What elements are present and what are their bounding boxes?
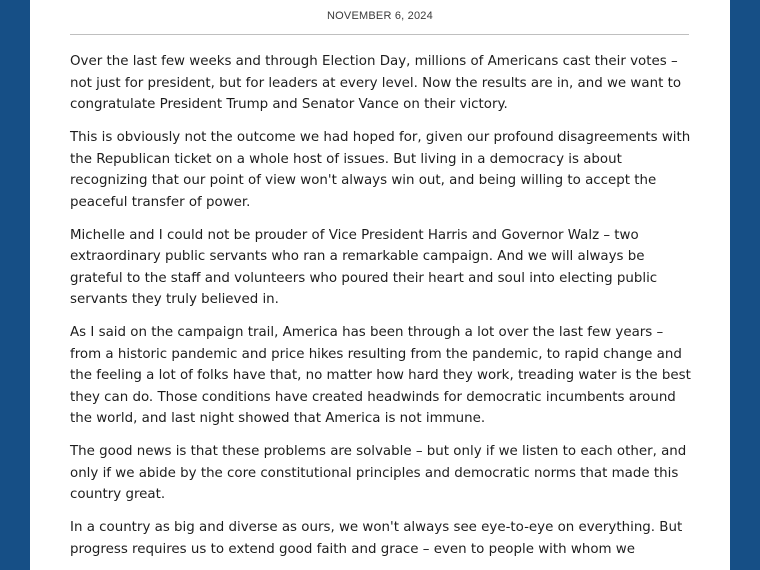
statement-date: NOVEMBER 6, 2024 — [327, 10, 433, 22]
paragraph-1: Over the last few weeks and through Election Day, millions of Americans cast their votes – not just for president, but for leaders at every level. Now the results are in, and we want to congratulate President Trump and Senator Vance on their victory. — [70, 54, 682, 112]
paragraph-6: In a country as big and diverse as ours, we won't always see eye-to-eye on everything. But progress requires us to extend good faith and grace – even to people with whom we — [70, 520, 683, 557]
paragraph-2: This is obviously not the outcome we had hoped for, given our profound disagreements with the Republican ticket on a whole host of issues. But living in a democracy is about recognizing that our point of view won't always win out, and being willing to accept the peaceful transfer of power. — [70, 130, 691, 210]
paragraph-3: Michelle and I could not be prouder of Vice President Harris and Governor Walz – two extraordinary public servants who ran a remarkable campaign. And we will always be grateful to the staff and volunteers who poured their heart and soul into electing public servants they truly believed in. — [70, 227, 658, 307]
paragraph-5: The good news is that these problems are solvable – but only if we listen to each other, and only if we abide by the core constitutional principles and democratic norms that made this country great. — [70, 444, 687, 502]
statement-card — [30, 0, 730, 570]
header-divider — [70, 34, 689, 35]
paragraph-4: As I said on the campaign trail, America has been through a lot over the last few years – from a historic pandemic and price hikes resulting from the pandemic, to rapid change and the feeling a lot of folks have that, no matter how hard they work, treading water is the best they can do. Those conditions have created headwinds for democratic incumbents around the world, and last night showed that America is not immune. — [70, 325, 691, 426]
statement-body — [70, 51, 695, 570]
